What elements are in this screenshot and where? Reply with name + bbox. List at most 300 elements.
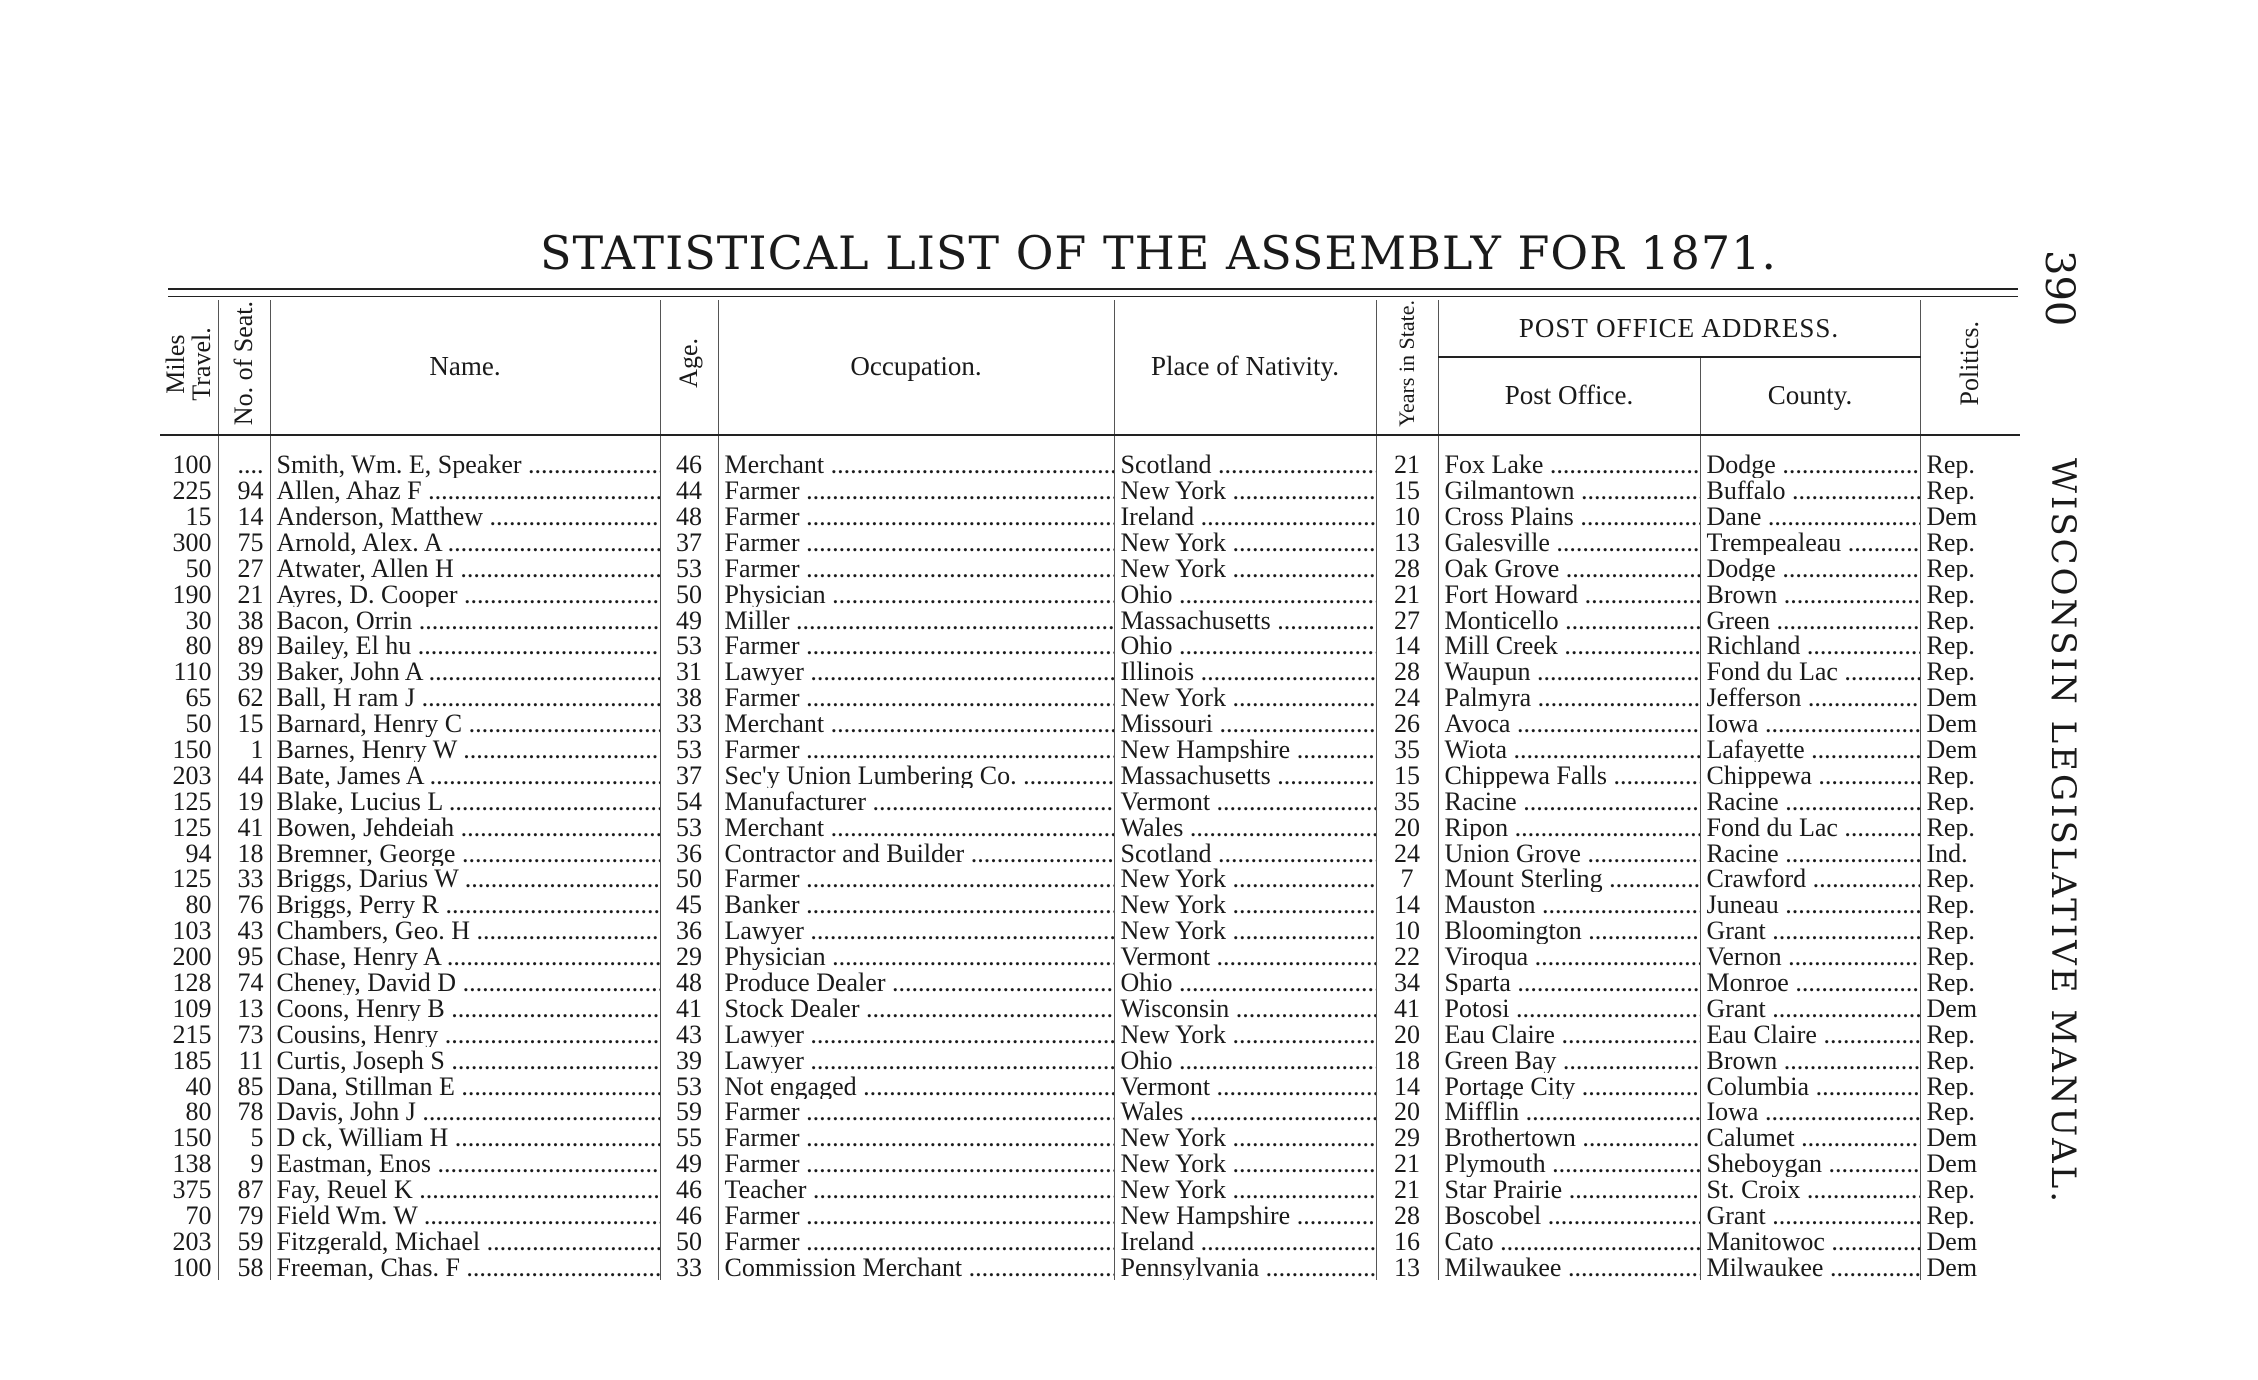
cell-post-office: Fort Howard ..... bbox=[1438, 581, 1700, 607]
cell-name: Cheney, David D ..... bbox=[270, 970, 660, 996]
cell-miles: 125 bbox=[172, 814, 212, 841]
cell-occupation: Lawyer ..... bbox=[718, 918, 1114, 944]
cell-post-office: Potosi ..... bbox=[1438, 995, 1700, 1021]
cell-politics: Rep. bbox=[1920, 1099, 2020, 1125]
cell-miles: 15 bbox=[185, 503, 212, 530]
cell-seat: 85 bbox=[218, 1073, 270, 1099]
cell-name: Briggs, Perry R ..... bbox=[270, 892, 660, 918]
cell-seat: 38 bbox=[218, 607, 270, 633]
cell-politics: Rep. bbox=[1920, 1047, 2020, 1073]
cell-nativity: New York ..... bbox=[1114, 555, 1376, 581]
cell-name: Curtis, Joseph S ..... bbox=[270, 1047, 660, 1073]
cell-nativity: New Hampshire ..... bbox=[1114, 737, 1376, 763]
cell-years: 34 bbox=[1376, 970, 1438, 996]
cell-occupation: Farmer ..... bbox=[718, 1203, 1114, 1229]
cell-years: 20 bbox=[1376, 1021, 1438, 1047]
cell-county: Dodge ..... bbox=[1700, 555, 1920, 581]
cell-politics: Dem bbox=[1920, 685, 2020, 711]
cell-miles: 300 bbox=[172, 529, 212, 556]
cell-age: 53 bbox=[660, 737, 718, 763]
cell-age: 53 bbox=[660, 555, 718, 581]
cell-age: 54 bbox=[660, 788, 718, 814]
cell-age: 49 bbox=[660, 607, 718, 633]
cell-name: Freeman, Chas. F ..... bbox=[270, 1254, 660, 1280]
cell-years: 24 bbox=[1376, 685, 1438, 711]
cell-age: 49 bbox=[660, 1151, 718, 1177]
cell-nativity: Scotland ..... bbox=[1114, 435, 1376, 478]
table-row bbox=[160, 814, 2020, 840]
cell-seat: 79 bbox=[218, 1203, 270, 1229]
cell-occupation: Not engaged ..... bbox=[718, 1073, 1114, 1099]
cell-miles: 190 bbox=[172, 581, 212, 608]
cell-politics: Rep. bbox=[1920, 944, 2020, 970]
cell-politics: Dem bbox=[1920, 737, 2020, 763]
cell-occupation: Farmer ..... bbox=[718, 529, 1114, 555]
cell-county: Chippewa ..... bbox=[1700, 762, 1920, 788]
cell-county: St. Croix ..... bbox=[1700, 1177, 1920, 1203]
cell-seat: 39 bbox=[218, 659, 270, 685]
cell-post-office: Cato ..... bbox=[1438, 1228, 1700, 1254]
cell-age: 31 bbox=[660, 659, 718, 685]
cell-politics: Dem bbox=[1920, 711, 2020, 737]
cell-occupation: Produce Dealer ..... bbox=[718, 970, 1114, 996]
cell-miles: 50 bbox=[185, 710, 212, 737]
cell-post-office: Gilmantown ..... bbox=[1438, 478, 1700, 504]
cell-miles: 138 bbox=[172, 1150, 212, 1177]
table-row bbox=[160, 633, 2020, 659]
cell-name: Chambers, Geo. H ..... bbox=[270, 918, 660, 944]
cell-miles: 203 bbox=[172, 1228, 212, 1255]
cell-seat: 5 bbox=[218, 1125, 270, 1151]
cell-seat: 58 bbox=[218, 1254, 270, 1280]
cell-miles: 110 bbox=[173, 658, 212, 685]
cell-name: Ayres, D. Cooper ..... bbox=[270, 581, 660, 607]
cell-seat: 27 bbox=[218, 555, 270, 581]
cell-nativity: Wales ..... bbox=[1114, 814, 1376, 840]
cell-name: Baker, John A ..... bbox=[270, 659, 660, 685]
cell-name: Atwater, Allen H ..... bbox=[270, 555, 660, 581]
cell-years: 35 bbox=[1376, 788, 1438, 814]
cell-age: 53 bbox=[660, 814, 718, 840]
cell-occupation: Stock Dealer ..... bbox=[718, 995, 1114, 1021]
cell-seat: 33 bbox=[218, 866, 270, 892]
cell-county: Iowa ..... bbox=[1700, 711, 1920, 737]
cell-age: 46 bbox=[660, 1177, 718, 1203]
cell-age: 46 bbox=[660, 1203, 718, 1229]
cell-post-office: Ripon ..... bbox=[1438, 814, 1700, 840]
cell-occupation: Farmer ..... bbox=[718, 685, 1114, 711]
cell-county: Calumet ..... bbox=[1700, 1125, 1920, 1151]
cell-seat: 95 bbox=[218, 944, 270, 970]
cell-nativity: Ohio ..... bbox=[1114, 1047, 1376, 1073]
cell-politics: Rep. bbox=[1920, 1073, 2020, 1099]
cell-years: 21 bbox=[1376, 1151, 1438, 1177]
cell-county: Manitowoc ..... bbox=[1700, 1228, 1920, 1254]
cell-post-office: Brothertown ..... bbox=[1438, 1125, 1700, 1151]
table-row bbox=[160, 478, 2020, 504]
cell-years: 41 bbox=[1376, 995, 1438, 1021]
cell-post-office: Union Grove ..... bbox=[1438, 840, 1700, 866]
cell-age: 53 bbox=[660, 633, 718, 659]
cell-miles: 125 bbox=[172, 788, 212, 815]
header-nativity: Place of Nativity. bbox=[1114, 300, 1376, 435]
table-row bbox=[160, 1203, 2020, 1229]
cell-years: 13 bbox=[1376, 529, 1438, 555]
cell-nativity: New Hampshire ..... bbox=[1114, 1203, 1376, 1229]
cell-occupation: Physician ..... bbox=[718, 944, 1114, 970]
cell-county: Grant ..... bbox=[1700, 918, 1920, 944]
cell-miles: 65 bbox=[185, 684, 212, 711]
cell-post-office: Sparta ..... bbox=[1438, 970, 1700, 996]
cell-seat: 19 bbox=[218, 788, 270, 814]
header-post-office-address: POST OFFICE ADDRESS. bbox=[1438, 300, 1920, 357]
cell-county: Grant ..... bbox=[1700, 995, 1920, 1021]
cell-miles: 80 bbox=[185, 1098, 212, 1125]
cell-politics: Rep. bbox=[1920, 866, 2020, 892]
cell-name: Barnes, Henry W ..... bbox=[270, 737, 660, 763]
cell-occupation: Farmer ..... bbox=[718, 1151, 1114, 1177]
table-row bbox=[160, 1047, 2020, 1073]
cell-years: 15 bbox=[1376, 762, 1438, 788]
cell-age: 48 bbox=[660, 504, 718, 530]
cell-post-office: Mauston ..... bbox=[1438, 892, 1700, 918]
cell-name: Fitzgerald, Michael ..... bbox=[270, 1228, 660, 1254]
table-row bbox=[160, 1228, 2020, 1254]
cell-post-office: Viroqua ..... bbox=[1438, 944, 1700, 970]
table-row bbox=[160, 555, 2020, 581]
cell-post-office: Boscobel ..... bbox=[1438, 1203, 1700, 1229]
table-row bbox=[160, 1125, 2020, 1151]
cell-occupation: Lawyer ..... bbox=[718, 1047, 1114, 1073]
cell-years: 10 bbox=[1376, 918, 1438, 944]
table-body bbox=[160, 435, 2020, 1281]
cell-miles: 30 bbox=[185, 607, 212, 633]
cell-post-office: Green Bay ..... bbox=[1438, 1047, 1700, 1073]
cell-seat: 78 bbox=[218, 1099, 270, 1125]
cell-age: 37 bbox=[660, 762, 718, 788]
cell-occupation: Physician ..... bbox=[718, 581, 1114, 607]
cell-post-office: Bloomington ..... bbox=[1438, 918, 1700, 944]
table-row bbox=[160, 866, 2020, 892]
cell-years: 10 bbox=[1376, 504, 1438, 530]
cell-age: 50 bbox=[660, 581, 718, 607]
cell-name: Bailey, El hu ..... bbox=[270, 633, 660, 659]
cell-occupation: Farmer ..... bbox=[718, 555, 1114, 581]
cell-nativity: New York ..... bbox=[1114, 1177, 1376, 1203]
table-row bbox=[160, 995, 2020, 1021]
cell-age: 50 bbox=[660, 866, 718, 892]
cell-years: 7 bbox=[1376, 866, 1438, 892]
cell-years: 29 bbox=[1376, 1125, 1438, 1151]
cell-years: 14 bbox=[1376, 892, 1438, 918]
cell-county: Buffalo ..... bbox=[1700, 478, 1920, 504]
cell-years: 24 bbox=[1376, 840, 1438, 866]
cell-seat: 14 bbox=[218, 504, 270, 530]
cell-nativity: New York ..... bbox=[1114, 892, 1376, 918]
cell-miles: 128 bbox=[172, 969, 212, 996]
cell-nativity: Pennsylvania ..... bbox=[1114, 1254, 1376, 1280]
cell-county: Dodge ..... bbox=[1700, 435, 1920, 478]
cell-years: 21 bbox=[1376, 435, 1438, 478]
cell-nativity: New York ..... bbox=[1114, 918, 1376, 944]
cell-years: 15 bbox=[1376, 478, 1438, 504]
cell-miles: 200 bbox=[172, 943, 212, 970]
cell-occupation: Commission Merchant ..... bbox=[718, 1254, 1114, 1280]
cell-politics: Rep. bbox=[1920, 814, 2020, 840]
cell-years: 20 bbox=[1376, 1099, 1438, 1125]
cell-politics: Rep. bbox=[1920, 918, 2020, 944]
cell-politics: Rep. bbox=[1920, 529, 2020, 555]
table-row bbox=[160, 581, 2020, 607]
cell-occupation: Lawyer ..... bbox=[718, 659, 1114, 685]
cell-name: Ball, H ram J ..... bbox=[270, 685, 660, 711]
cell-county: Columbia ..... bbox=[1700, 1073, 1920, 1099]
cell-post-office: Eau Claire ..... bbox=[1438, 1021, 1700, 1047]
table-row bbox=[160, 762, 2020, 788]
table-row bbox=[160, 1099, 2020, 1125]
cell-age: 33 bbox=[660, 1254, 718, 1280]
cell-age: 33 bbox=[660, 711, 718, 737]
table-row bbox=[160, 1177, 2020, 1203]
cell-miles: 94 bbox=[185, 840, 212, 866]
cell-name: Bate, James A ..... bbox=[270, 762, 660, 788]
cell-age: 45 bbox=[660, 892, 718, 918]
cell-occupation: Lawyer ..... bbox=[718, 1021, 1114, 1047]
cell-miles: 103 bbox=[172, 917, 212, 944]
table-row bbox=[160, 944, 2020, 970]
cell-county: Brown ..... bbox=[1700, 581, 1920, 607]
cell-county: Monroe ..... bbox=[1700, 970, 1920, 996]
cell-years: 21 bbox=[1376, 581, 1438, 607]
header-age: Age. bbox=[660, 300, 718, 435]
cell-age: 53 bbox=[660, 1073, 718, 1099]
cell-age: 44 bbox=[660, 478, 718, 504]
cell-name: Field Wm. W ..... bbox=[270, 1203, 660, 1229]
cell-politics: Dem bbox=[1920, 1254, 2020, 1280]
cell-miles: 125 bbox=[172, 865, 212, 892]
table-row bbox=[160, 711, 2020, 737]
cell-name: Barnard, Henry C ..... bbox=[270, 711, 660, 737]
cell-age: 38 bbox=[660, 685, 718, 711]
cell-years: 35 bbox=[1376, 737, 1438, 763]
cell-miles: 100 bbox=[172, 1254, 212, 1281]
table-row bbox=[160, 892, 2020, 918]
table-row bbox=[160, 840, 2020, 866]
cell-nativity: New York ..... bbox=[1114, 1151, 1376, 1177]
cell-nativity: New York ..... bbox=[1114, 685, 1376, 711]
cell-county: Brown ..... bbox=[1700, 1047, 1920, 1073]
cell-county: Milwaukee ..... bbox=[1700, 1254, 1920, 1280]
cell-nativity: New York ..... bbox=[1114, 1021, 1376, 1047]
cell-seat: 75 bbox=[218, 529, 270, 555]
header-post-office: Post Office. bbox=[1438, 357, 1700, 435]
cell-seat: 21 bbox=[218, 581, 270, 607]
cell-politics: Rep. bbox=[1920, 970, 2020, 996]
cell-name: Chase, Henry A ..... bbox=[270, 944, 660, 970]
table-row bbox=[160, 435, 2020, 478]
cell-name: D ck, William H ..... bbox=[270, 1125, 660, 1151]
cell-county: Juneau ..... bbox=[1700, 892, 1920, 918]
cell-nativity: Massachusetts ..... bbox=[1114, 607, 1376, 633]
cell-seat: 89 bbox=[218, 633, 270, 659]
cell-county: Jefferson ..... bbox=[1700, 685, 1920, 711]
cell-name: Dana, Stillman E ..... bbox=[270, 1073, 660, 1099]
cell-post-office: Mount Sterling ..... bbox=[1438, 866, 1700, 892]
cell-occupation: Merchant ..... bbox=[718, 711, 1114, 737]
cell-politics: Rep. bbox=[1920, 788, 2020, 814]
cell-nativity: Illinois ..... bbox=[1114, 659, 1376, 685]
cell-county: Crawford ..... bbox=[1700, 866, 1920, 892]
table-row bbox=[160, 737, 2020, 763]
cell-age: 48 bbox=[660, 970, 718, 996]
table-row bbox=[160, 1073, 2020, 1099]
cell-occupation: Farmer ..... bbox=[718, 866, 1114, 892]
cell-seat: 41 bbox=[218, 814, 270, 840]
cell-age: 36 bbox=[660, 918, 718, 944]
header-miles: Miles Travel. bbox=[160, 300, 218, 435]
cell-age: 41 bbox=[660, 995, 718, 1021]
cell-nativity: Wales ..... bbox=[1114, 1099, 1376, 1125]
cell-politics: Rep. bbox=[1920, 555, 2020, 581]
cell-seat: 62 bbox=[218, 685, 270, 711]
cell-county: Lafayette ..... bbox=[1700, 737, 1920, 763]
cell-name: Fay, Reuel K ..... bbox=[270, 1177, 660, 1203]
cell-county: Vernon ..... bbox=[1700, 944, 1920, 970]
cell-post-office: Star Prairie ..... bbox=[1438, 1177, 1700, 1203]
cell-years: 21 bbox=[1376, 1177, 1438, 1203]
cell-seat: 43 bbox=[218, 918, 270, 944]
cell-post-office: Palmyra ..... bbox=[1438, 685, 1700, 711]
cell-occupation: Contractor and Builder ..... bbox=[718, 840, 1114, 866]
cell-occupation: Farmer ..... bbox=[718, 504, 1114, 530]
cell-name: Blake, Lucius L ..... bbox=[270, 788, 660, 814]
cell-name: Davis, John J ..... bbox=[270, 1099, 660, 1125]
cell-age: 36 bbox=[660, 840, 718, 866]
cell-miles: 375 bbox=[172, 1176, 212, 1203]
cell-county: Richland ..... bbox=[1700, 633, 1920, 659]
cell-miles: 80 bbox=[185, 632, 212, 659]
cell-politics: Dem bbox=[1920, 1228, 2020, 1254]
header-years: Years in State. bbox=[1376, 300, 1438, 435]
cell-name: Bowen, Jehdeiah ..... bbox=[270, 814, 660, 840]
cell-nativity: New York ..... bbox=[1114, 478, 1376, 504]
cell-county: Eau Claire ..... bbox=[1700, 1021, 1920, 1047]
cell-county: Fond du Lac ..... bbox=[1700, 659, 1920, 685]
cell-seat: 9 bbox=[218, 1151, 270, 1177]
header-seat: No. of Seat. bbox=[218, 300, 270, 435]
cell-years: 28 bbox=[1376, 555, 1438, 581]
cell-politics: Rep. bbox=[1920, 607, 2020, 633]
cell-name: Cousins, Henry ..... bbox=[270, 1021, 660, 1047]
cell-years: 18 bbox=[1376, 1047, 1438, 1073]
cell-age: 46 bbox=[660, 435, 718, 478]
cell-politics: Ind. bbox=[1920, 840, 2020, 866]
cell-county: Fond du Lac ..... bbox=[1700, 814, 1920, 840]
cell-politics: Rep. bbox=[1920, 633, 2020, 659]
table-row bbox=[160, 659, 2020, 685]
table-row bbox=[160, 607, 2020, 633]
cell-years: 27 bbox=[1376, 607, 1438, 633]
cell-age: 55 bbox=[660, 1125, 718, 1151]
cell-miles: 203 bbox=[172, 762, 212, 789]
assembly-table bbox=[160, 300, 2020, 1280]
cell-post-office: Fox Lake ..... bbox=[1438, 435, 1700, 478]
cell-name: Bremner, George ..... bbox=[270, 840, 660, 866]
cell-post-office: Wiota ..... bbox=[1438, 737, 1700, 763]
cell-nativity: Ireland ..... bbox=[1114, 504, 1376, 530]
table-row bbox=[160, 970, 2020, 996]
cell-nativity: Missouri ..... bbox=[1114, 711, 1376, 737]
cell-name: Eastman, Enos ..... bbox=[270, 1151, 660, 1177]
cell-politics: Dem bbox=[1920, 1151, 2020, 1177]
cell-seat: 94 bbox=[218, 478, 270, 504]
cell-seat: .... bbox=[218, 435, 270, 478]
table-row bbox=[160, 1254, 2020, 1280]
cell-occupation: Sec'y Union Lumbering Co. ..... bbox=[718, 762, 1114, 788]
table-row bbox=[160, 504, 2020, 530]
cell-miles: 70 bbox=[185, 1202, 212, 1229]
cell-nativity: New York ..... bbox=[1114, 529, 1376, 555]
cell-occupation: Farmer ..... bbox=[718, 633, 1114, 659]
cell-seat: 15 bbox=[218, 711, 270, 737]
cell-occupation: Teacher ..... bbox=[718, 1177, 1114, 1203]
cell-post-office: Avoca ..... bbox=[1438, 711, 1700, 737]
cell-post-office: Portage City ..... bbox=[1438, 1073, 1700, 1099]
cell-occupation: Farmer ..... bbox=[718, 1099, 1114, 1125]
cell-years: 22 bbox=[1376, 944, 1438, 970]
header-occupation: Occupation. bbox=[718, 300, 1114, 435]
cell-post-office: Mill Creek ..... bbox=[1438, 633, 1700, 659]
cell-name: Anderson, Matthew ..... bbox=[270, 504, 660, 530]
cell-name: Briggs, Darius W ..... bbox=[270, 866, 660, 892]
cell-politics: Rep. bbox=[1920, 478, 2020, 504]
cell-post-office: Racine ..... bbox=[1438, 788, 1700, 814]
cell-miles: 100 bbox=[172, 450, 212, 478]
cell-miles: 50 bbox=[185, 555, 212, 582]
cell-politics: Rep. bbox=[1920, 1177, 2020, 1203]
cell-county: Iowa ..... bbox=[1700, 1099, 1920, 1125]
cell-nativity: Scotland ..... bbox=[1114, 840, 1376, 866]
cell-miles: 225 bbox=[172, 477, 212, 504]
cell-nativity: Vermont ..... bbox=[1114, 788, 1376, 814]
cell-age: 39 bbox=[660, 1047, 718, 1073]
cell-post-office: Monticello ..... bbox=[1438, 607, 1700, 633]
cell-county: Green ..... bbox=[1700, 607, 1920, 633]
cell-seat: 18 bbox=[218, 840, 270, 866]
cell-occupation: Banker ..... bbox=[718, 892, 1114, 918]
cell-miles: 40 bbox=[185, 1073, 212, 1099]
cell-seat: 59 bbox=[218, 1228, 270, 1254]
cell-miles: 109 bbox=[172, 995, 212, 1022]
cell-post-office: Chippewa Falls ..... bbox=[1438, 762, 1700, 788]
cell-seat: 74 bbox=[218, 970, 270, 996]
title-rule bbox=[168, 288, 2018, 290]
cell-age: 37 bbox=[660, 529, 718, 555]
cell-county: Sheboygan ..... bbox=[1700, 1151, 1920, 1177]
cell-politics: Rep. bbox=[1920, 659, 2020, 685]
page-title: STATISTICAL LIST OF THE ASSEMBLY FOR 1871. bbox=[540, 226, 1778, 280]
cell-name: Allen, Ahaz F ..... bbox=[270, 478, 660, 504]
cell-politics: Rep. bbox=[1920, 762, 2020, 788]
title-rule-thin bbox=[168, 296, 2018, 297]
cell-nativity: Vermont ..... bbox=[1114, 944, 1376, 970]
cell-politics: Dem bbox=[1920, 1125, 2020, 1151]
cell-county: Trempealeau ..... bbox=[1700, 529, 1920, 555]
cell-name: Smith, Wm. E, Speaker ..... bbox=[270, 435, 660, 478]
cell-seat: 76 bbox=[218, 892, 270, 918]
cell-occupation: Farmer ..... bbox=[718, 1125, 1114, 1151]
cell-miles: 185 bbox=[172, 1047, 212, 1074]
